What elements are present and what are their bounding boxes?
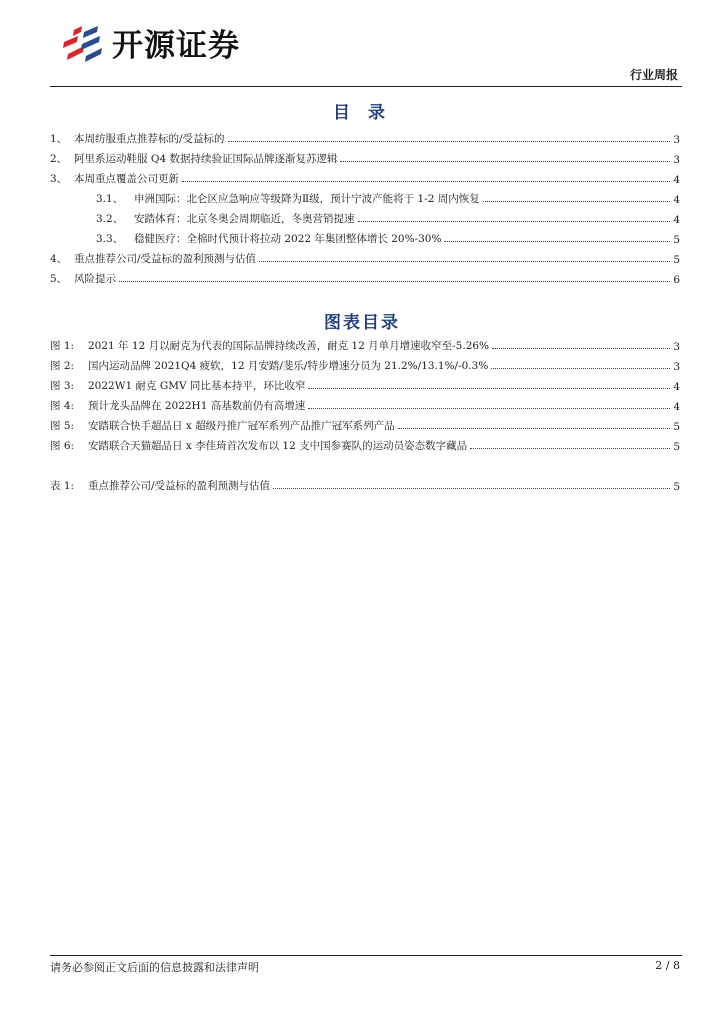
toc-entry-text: 申洲国际：北仑区应急响应等级降为Ⅱ级，预计宁波产能将于 1-2 周内恢复	[134, 193, 480, 205]
figure-entry-number: 图 2:	[50, 360, 75, 372]
figure-entry-number: 图 1:	[50, 340, 75, 352]
figure-entry[interactable]	[50, 393, 680, 413]
toc-leader	[340, 160, 670, 162]
toc-entry-number: 3.2、	[96, 213, 124, 225]
footer-disclaimer: 请务必参阅正文后面的信息披露和法律声明	[50, 961, 259, 974]
table-entry-number: 表 1:	[50, 480, 75, 492]
toc-entry-number: 5、	[50, 273, 68, 285]
toc-entry[interactable]	[50, 246, 680, 266]
figure-entry[interactable]	[50, 433, 680, 453]
toc-entry[interactable]	[50, 126, 680, 146]
report-type-label: 行业周报	[629, 68, 678, 82]
figure-entry-text: 2022W1 耐克 GMV 同比基本持平，环比收窄	[88, 380, 306, 392]
toc-leader	[228, 140, 671, 142]
figure-leader	[492, 347, 670, 349]
toc-entry-page: 4	[673, 174, 680, 186]
figure-entry-number: 图 5:	[50, 420, 75, 432]
toc-entry-text: 重点推荐公司/受益标的盈利预测与估值	[74, 253, 257, 265]
table-entry-text: 重点推荐公司/受益标的盈利预测与估值	[88, 480, 271, 492]
toc-leader	[259, 260, 670, 262]
toc-entry[interactable]	[50, 166, 680, 186]
figure-entry-page: 5	[673, 421, 680, 433]
figure-entry[interactable]	[50, 333, 680, 353]
toc-entry-page: 5	[673, 234, 680, 246]
figure-entry-page: 5	[673, 441, 680, 453]
header-divider	[50, 86, 682, 87]
toc-entry[interactable]	[50, 266, 680, 286]
toc-entry-text: 本周纺服重点推荐标的/受益标的	[74, 133, 225, 145]
page-indicator: 2 / 8	[655, 959, 680, 972]
figure-entry-text: 安踏联合天猫超品日 x 李佳琦首次发布以 12 支中国参赛队的运动员姿态数字藏品	[88, 440, 468, 452]
brand-logo	[58, 22, 240, 70]
figure-entry[interactable]	[50, 413, 680, 433]
toc-entry-text: 风险提示	[74, 273, 116, 285]
figure-leader	[308, 387, 670, 389]
figure-entry-page: 3	[673, 361, 680, 373]
toc-entry-text: 安踏体育：北京冬奥会周期临近，冬奥营销提速	[134, 213, 355, 225]
figure-leader	[398, 427, 671, 429]
toc-entry-page: 5	[673, 254, 680, 266]
toc-subentry[interactable]	[96, 226, 680, 246]
toc-entry-page: 4	[673, 194, 680, 206]
toc-entry-number: 2、	[50, 153, 68, 165]
table-leader	[273, 487, 670, 489]
toc-leader	[444, 240, 670, 242]
toc-entry-text: 稳健医疗：全棉时代预计将拉动 2022 年集团整体增长 20%-30%	[134, 233, 442, 245]
toc-entry-page: 3	[673, 154, 680, 166]
figure-entry-text: 2021 年 12 月以耐克为代表的国际品牌持续改善，耐克 12 月单月增速收窄至-5.26%	[88, 340, 490, 352]
toc-entry-number: 3.3、	[96, 233, 124, 245]
toc-leader	[483, 200, 671, 202]
toc-leader	[182, 180, 670, 182]
toc-entry-text: 阿里系运动鞋服 Q4 数据持续验证国际品牌逐渐复苏逻辑	[74, 153, 338, 165]
toc-entry-number: 1、	[50, 133, 68, 145]
toc-entry-number: 3.1、	[96, 193, 124, 205]
figure-entry[interactable]	[50, 373, 680, 393]
toc-leader	[358, 220, 671, 222]
figure-list-title: 图表目录	[324, 313, 400, 333]
toc-entry-page: 4	[673, 214, 680, 226]
footer-divider	[50, 955, 682, 956]
figure-entry-text: 国内运动品牌 2021Q4 疲软，12 月安踏/斐乐/特步增速分员为 21.2%/13.1%/-0.3%	[88, 360, 489, 372]
toc-title: 目 录	[333, 103, 391, 123]
figure-entry-number: 图 4:	[50, 400, 75, 412]
page-header	[50, 18, 682, 84]
table-entry[interactable]	[50, 473, 680, 493]
figure-entry-page: 4	[673, 381, 680, 393]
figure-entry[interactable]	[50, 353, 680, 373]
table-entry-page: 5	[673, 481, 680, 493]
toc-entry-text: 本周重点覆盖公司更新	[74, 173, 179, 185]
toc-leader	[119, 280, 670, 282]
figure-entry-text: 安踏联合快手超品日 x 超级丹推广冠军系列产品推广冠军系列产品	[88, 420, 395, 432]
figure-leader	[491, 367, 670, 369]
figure-entry-text: 预计龙头品牌在 2022H1 高基数前仍有高增速	[88, 400, 306, 412]
toc-entry[interactable]	[50, 146, 680, 166]
toc-entry-number: 3、	[50, 173, 68, 185]
brand-mark-icon	[58, 24, 104, 68]
toc-entry-page: 3	[673, 134, 680, 146]
figure-leader	[470, 447, 670, 449]
toc-subentry[interactable]	[96, 186, 680, 206]
figure-entry-page: 4	[673, 401, 680, 413]
toc-entry-page: 6	[673, 274, 680, 286]
figure-entry-page: 3	[673, 341, 680, 353]
figure-entry-number: 图 3:	[50, 380, 75, 392]
toc-entry-number: 4、	[50, 253, 68, 265]
figure-entry-number: 图 6:	[50, 440, 75, 452]
brand-name: 开源证券	[112, 28, 240, 64]
toc-subentry[interactable]	[96, 206, 680, 226]
figure-leader	[308, 407, 670, 409]
